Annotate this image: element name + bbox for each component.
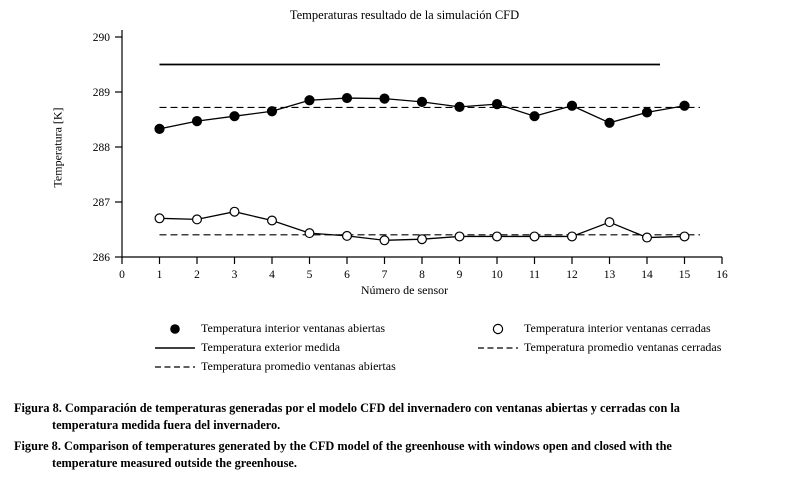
figure-caption bbox=[14, 400, 794, 476]
filled-circle-icon bbox=[152, 319, 198, 338]
caption-en-label: Figure 8. bbox=[14, 439, 61, 453]
svg-text:5: 5 bbox=[306, 269, 313, 281]
legend-label: Temperatura promedio ventanas cerradas bbox=[524, 339, 722, 354]
series-markers-interior-closed bbox=[155, 207, 689, 244]
svg-text:290: 290 bbox=[92, 32, 110, 44]
svg-text:6: 6 bbox=[344, 269, 350, 281]
chart-legend bbox=[0, 318, 809, 378]
svg-text:10: 10 bbox=[491, 269, 503, 281]
svg-text:14: 14 bbox=[641, 269, 653, 281]
svg-text:15: 15 bbox=[678, 269, 691, 281]
legend-label: Temperatura promedio ventanas abiertas bbox=[201, 358, 396, 373]
svg-text:288: 288 bbox=[92, 142, 110, 154]
open-circle-icon bbox=[475, 319, 521, 338]
legend-item bbox=[152, 337, 396, 356]
x-axis-label: Número de sensor bbox=[360, 283, 449, 297]
svg-text:16: 16 bbox=[716, 269, 728, 281]
svg-text:13: 13 bbox=[603, 269, 616, 281]
svg-text:289: 289 bbox=[92, 87, 110, 99]
series-markers-interior-open bbox=[155, 93, 689, 133]
caption-es-line2: temperatura medida fuera del invernadero. bbox=[52, 417, 281, 432]
legend-label: Temperatura interior ventanas cerradas bbox=[524, 320, 711, 335]
caption-en-line1: Comparison of temperatures generated by the CFD model of the greenhouse with windows open and closed with the bbox=[63, 439, 672, 453]
legend-item bbox=[475, 337, 721, 356]
svg-text:11: 11 bbox=[528, 269, 541, 281]
svg-text:2: 2 bbox=[194, 269, 200, 281]
chart-title: Temperaturas resultado de la simulación CFD bbox=[289, 8, 520, 22]
caption-es-line1: Comparación de temperaturas generadas por el modelo CFD del invernadero con ventanas abiertas y cerradas con la bbox=[64, 401, 680, 415]
svg-text:286: 286 bbox=[92, 252, 110, 264]
svg-text:4: 4 bbox=[269, 269, 275, 281]
y-axis-ticks bbox=[93, 32, 122, 264]
svg-text:3: 3 bbox=[231, 269, 238, 281]
svg-text:1: 1 bbox=[156, 269, 163, 281]
y-axis-label: Temperatura [K] bbox=[50, 107, 65, 188]
legend-item bbox=[475, 318, 721, 337]
svg-text:287: 287 bbox=[92, 197, 110, 209]
legend-label: Temperatura interior ventanas abiertas bbox=[201, 320, 386, 335]
solid-line-icon bbox=[152, 338, 198, 357]
caption-es-label: Figura 8. bbox=[14, 401, 62, 415]
svg-text:12: 12 bbox=[566, 269, 578, 281]
dashed-line-icon bbox=[475, 338, 521, 357]
caption-spanish bbox=[14, 400, 794, 433]
caption-en-line2: temperature measured outside the greenhouse. bbox=[52, 455, 297, 470]
legend-label: Temperatura exterior medida bbox=[201, 339, 341, 354]
legend-item bbox=[152, 356, 396, 375]
svg-text:8: 8 bbox=[419, 269, 425, 281]
svg-text:9: 9 bbox=[456, 269, 463, 281]
x-axis-ticks bbox=[119, 257, 728, 281]
caption-english bbox=[14, 438, 794, 471]
svg-text:7: 7 bbox=[381, 269, 388, 281]
svg-text:0: 0 bbox=[119, 269, 125, 281]
legend-item bbox=[152, 318, 396, 337]
dashed-line-icon bbox=[152, 357, 198, 376]
